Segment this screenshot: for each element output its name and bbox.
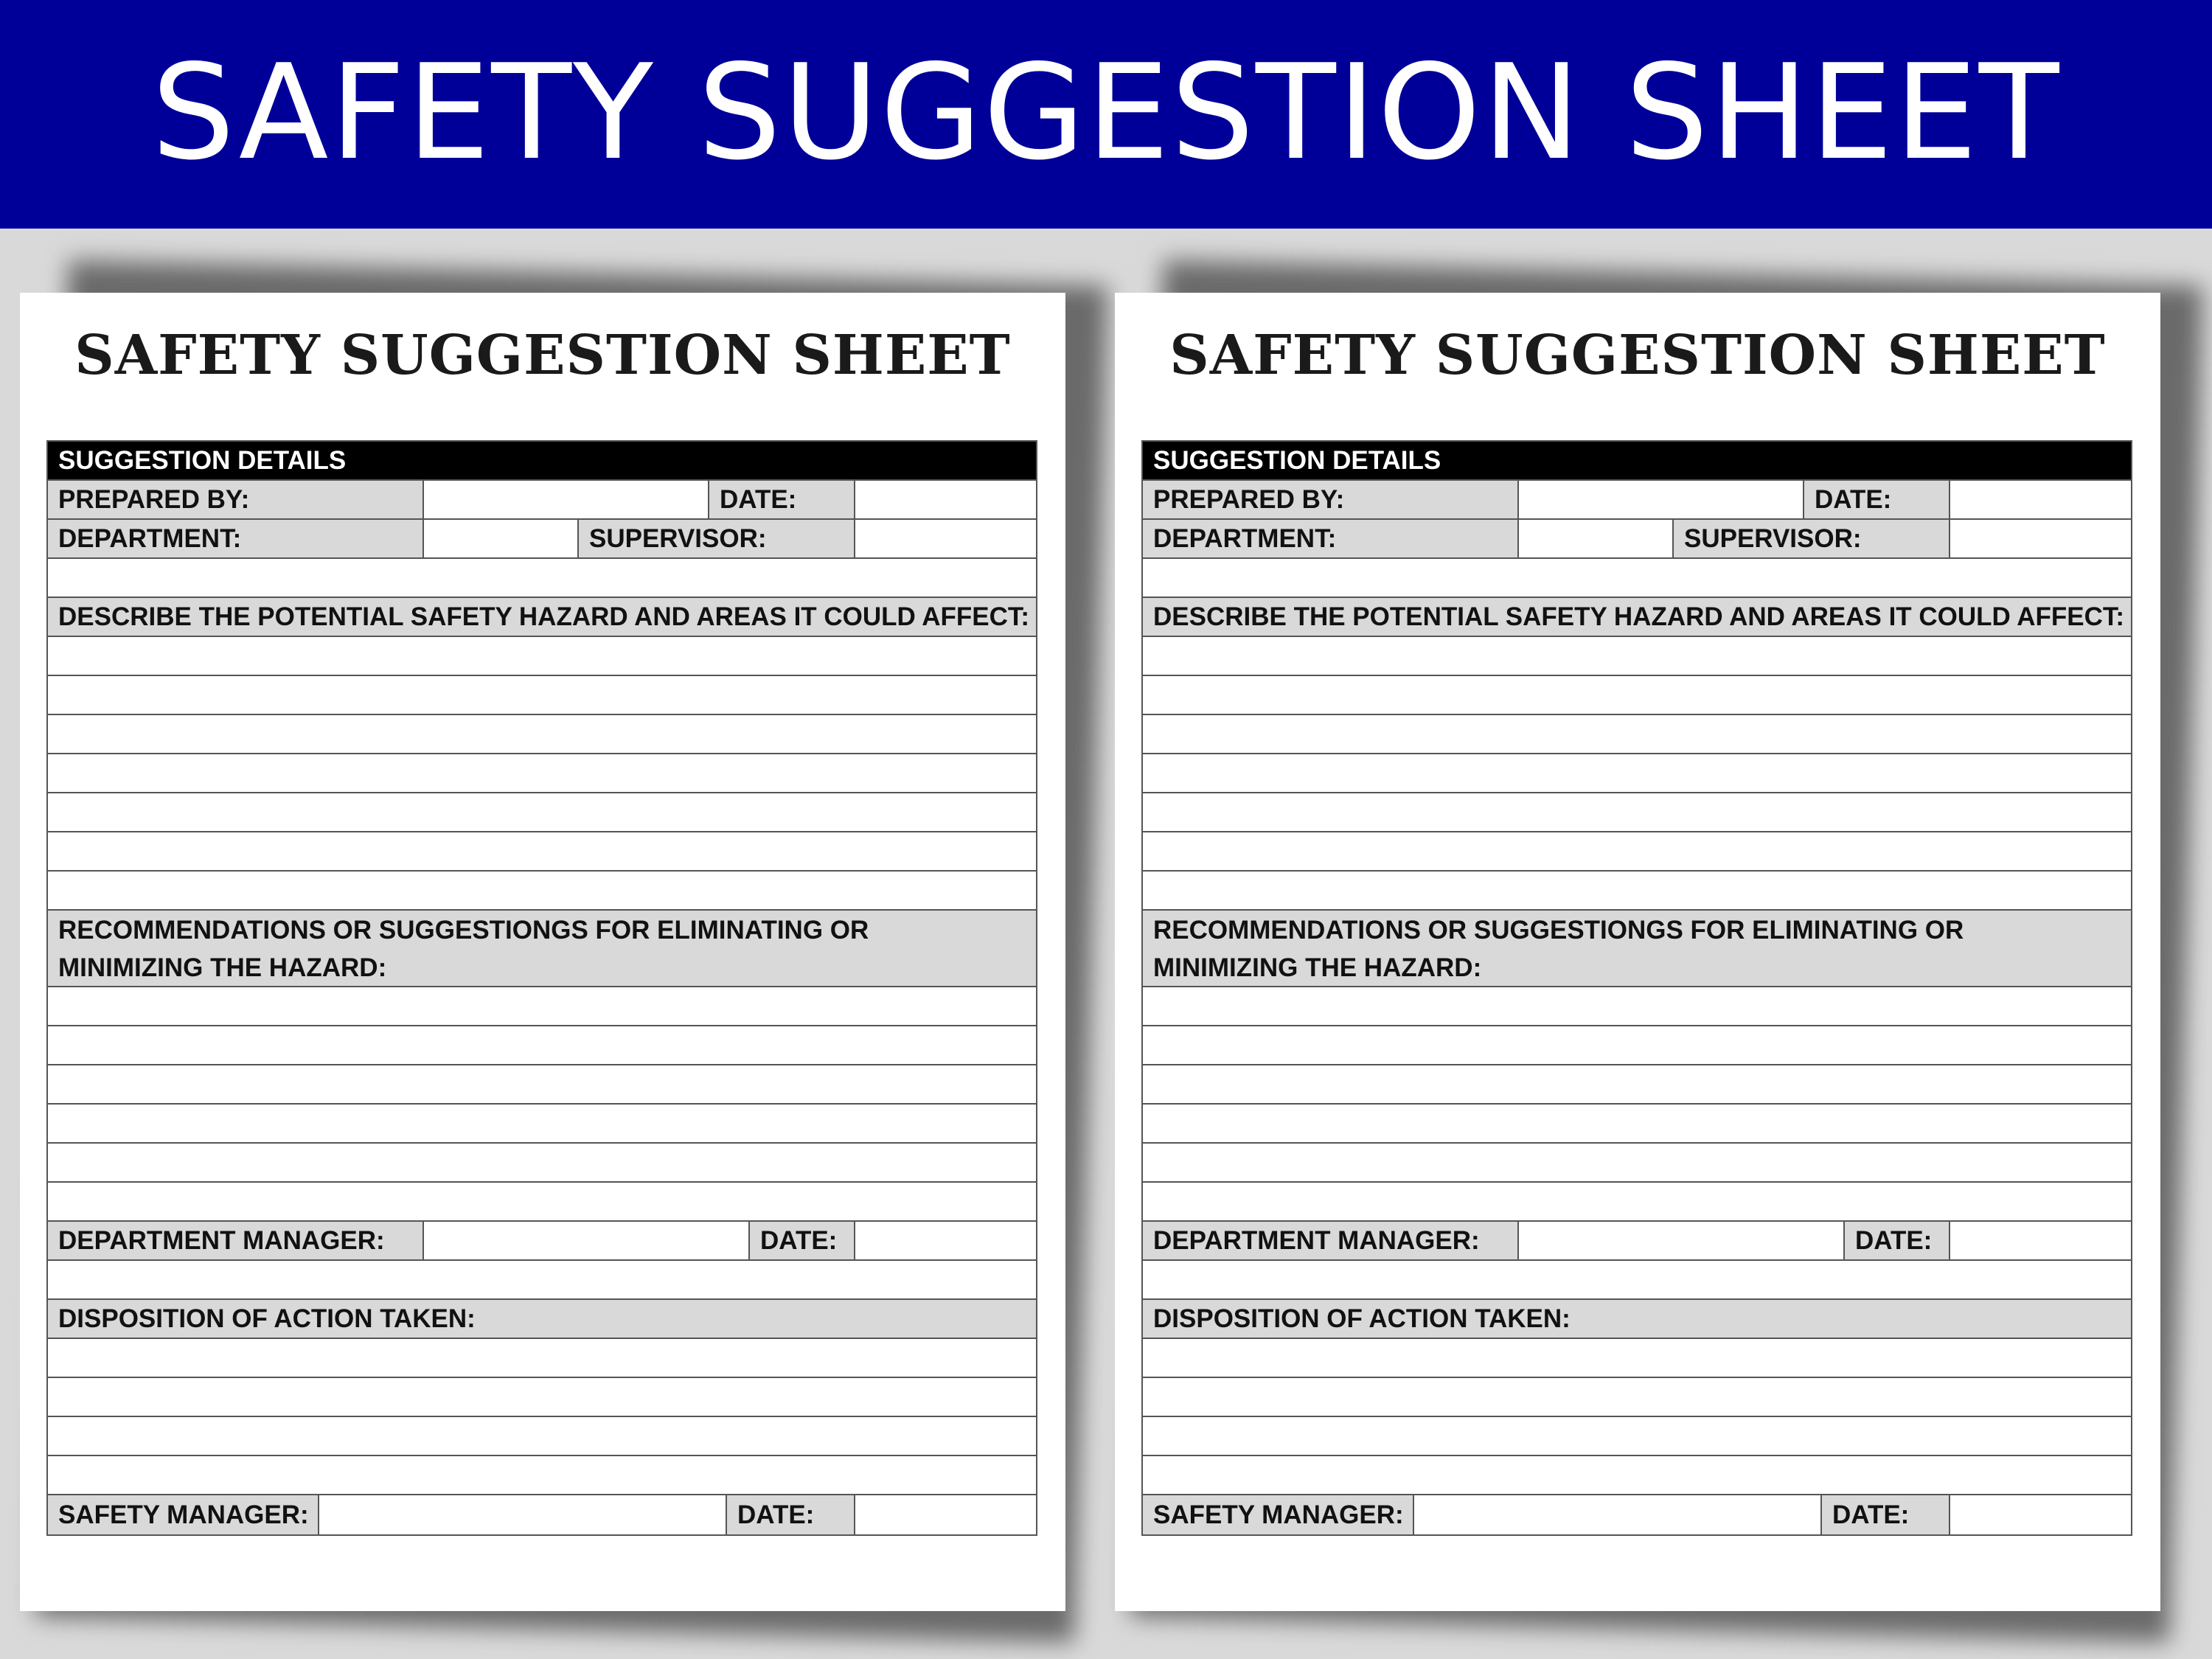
disposition-line[interactable]	[48, 1339, 1036, 1377]
blank-row	[1143, 559, 2131, 597]
disposition-line[interactable]	[1143, 1378, 2131, 1416]
hazard-line[interactable]	[48, 715, 1036, 753]
recommendation-line[interactable]	[48, 1183, 1036, 1220]
recommendation-line[interactable]	[48, 1065, 1036, 1103]
hazard-line[interactable]	[48, 872, 1036, 909]
hazard-line[interactable]	[48, 754, 1036, 792]
recommendation-line[interactable]	[1143, 1065, 2131, 1103]
department-manager-label: DEPARTMENT MANAGER:	[1143, 1222, 1519, 1259]
hazard-line[interactable]	[48, 676, 1036, 714]
hazard-prompt: DESCRIBE THE POTENTIAL SAFETY HAZARD AND AREAS IT COULD AFFECT:	[48, 598, 1036, 636]
recommendation-line[interactable]	[1143, 1183, 2131, 1220]
prepared-by-label: PREPARED BY:	[1143, 481, 1519, 518]
disposition-line[interactable]	[48, 1456, 1036, 1494]
recommendations-prompt: RECOMMENDATIONS OR SUGGESTIONGS FOR ELIMINATING OR MINIMIZING THE HAZARD:	[48, 911, 1036, 986]
disposition-line[interactable]	[48, 1378, 1036, 1416]
hazard-line[interactable]	[1143, 872, 2131, 909]
sheet-title: SAFETY SUGGESTION SHEET	[1169, 324, 2106, 387]
department-manager-label: DEPARTMENT MANAGER:	[48, 1222, 424, 1259]
disposition-line[interactable]	[1143, 1456, 2131, 1494]
date-label: DATE:	[709, 481, 855, 518]
department-label: DEPARTMENT:	[48, 520, 424, 557]
disposition-line[interactable]	[1143, 1417, 2131, 1455]
prepared-by-field[interactable]	[424, 481, 709, 518]
department-label: DEPARTMENT:	[1143, 520, 1519, 557]
disposition-prompt: DISPOSITION OF ACTION TAKEN:	[1143, 1300, 2131, 1338]
date-label: DATE:	[727, 1495, 855, 1534]
blank-row	[48, 1261, 1036, 1298]
safety-manager-label: SAFETY MANAGER:	[1143, 1495, 1414, 1534]
date-field[interactable]	[1950, 1222, 2131, 1259]
date-field[interactable]	[855, 481, 1036, 518]
disposition-line[interactable]	[48, 1417, 1036, 1455]
supervisor-label: SUPERVISOR:	[579, 520, 855, 557]
hazard-line[interactable]	[48, 832, 1036, 870]
date-field[interactable]	[1950, 481, 2131, 518]
disposition-prompt: DISPOSITION OF ACTION TAKEN:	[48, 1300, 1036, 1338]
banner-title: SAFETY SUGGESTION SHEET	[151, 35, 2061, 189]
recommendation-line[interactable]	[1143, 1026, 2131, 1064]
hazard-line[interactable]	[1143, 637, 2131, 675]
supervisor-field[interactable]	[855, 520, 1036, 557]
recommendation-line[interactable]	[1143, 1105, 2131, 1142]
date-field[interactable]	[1950, 1495, 2131, 1534]
hazard-line[interactable]	[1143, 754, 2131, 792]
hazard-line[interactable]	[48, 793, 1036, 831]
recommendation-line[interactable]	[48, 1026, 1036, 1064]
safety-manager-label: SAFETY MANAGER:	[48, 1495, 319, 1534]
disposition-line[interactable]	[1143, 1339, 2131, 1377]
prepared-by-label: PREPARED BY:	[48, 481, 424, 518]
section-header: SUGGESTION DETAILS	[1143, 442, 2131, 479]
recommendations-prompt: RECOMMENDATIONS OR SUGGESTIONGS FOR ELIMINATING OR MINIMIZING THE HAZARD:	[1143, 911, 2131, 986]
blank-row	[1143, 1261, 2131, 1298]
department-manager-field[interactable]	[1519, 1222, 1845, 1259]
supervisor-label: SUPERVISOR:	[1674, 520, 1950, 557]
department-manager-field[interactable]	[424, 1222, 750, 1259]
title-banner	[0, 0, 2212, 229]
recommendation-line[interactable]	[1143, 987, 2131, 1025]
recommendation-line[interactable]	[1143, 1144, 2131, 1181]
date-field[interactable]	[855, 1495, 1036, 1534]
department-field[interactable]	[424, 520, 579, 557]
hazard-line[interactable]	[48, 637, 1036, 675]
date-label: DATE:	[750, 1222, 855, 1259]
recommendation-line[interactable]	[48, 1144, 1036, 1181]
hazard-prompt: DESCRIBE THE POTENTIAL SAFETY HAZARD AND AREAS IT COULD AFFECT:	[1143, 598, 2131, 636]
suggestion-form	[1141, 440, 2132, 1536]
blank-row	[48, 559, 1036, 597]
hazard-line[interactable]	[1143, 676, 2131, 714]
form-sheet-right	[1115, 293, 2160, 1611]
safety-manager-field[interactable]	[1414, 1495, 1822, 1534]
date-label: DATE:	[1804, 481, 1950, 518]
supervisor-field[interactable]	[1950, 520, 2131, 557]
date-label: DATE:	[1845, 1222, 1950, 1259]
hazard-line[interactable]	[1143, 715, 2131, 753]
date-field[interactable]	[855, 1222, 1036, 1259]
date-label: DATE:	[1822, 1495, 1950, 1534]
recommendation-line[interactable]	[48, 1105, 1036, 1142]
department-field[interactable]	[1519, 520, 1674, 557]
suggestion-form	[46, 440, 1037, 1536]
sheet-title: SAFETY SUGGESTION SHEET	[74, 324, 1011, 387]
section-header: SUGGESTION DETAILS	[48, 442, 1036, 479]
hazard-line[interactable]	[1143, 832, 2131, 870]
form-sheet-left	[20, 293, 1065, 1611]
hazard-line[interactable]	[1143, 793, 2131, 831]
prepared-by-field[interactable]	[1519, 481, 1804, 518]
safety-manager-field[interactable]	[319, 1495, 727, 1534]
recommendation-line[interactable]	[48, 987, 1036, 1025]
